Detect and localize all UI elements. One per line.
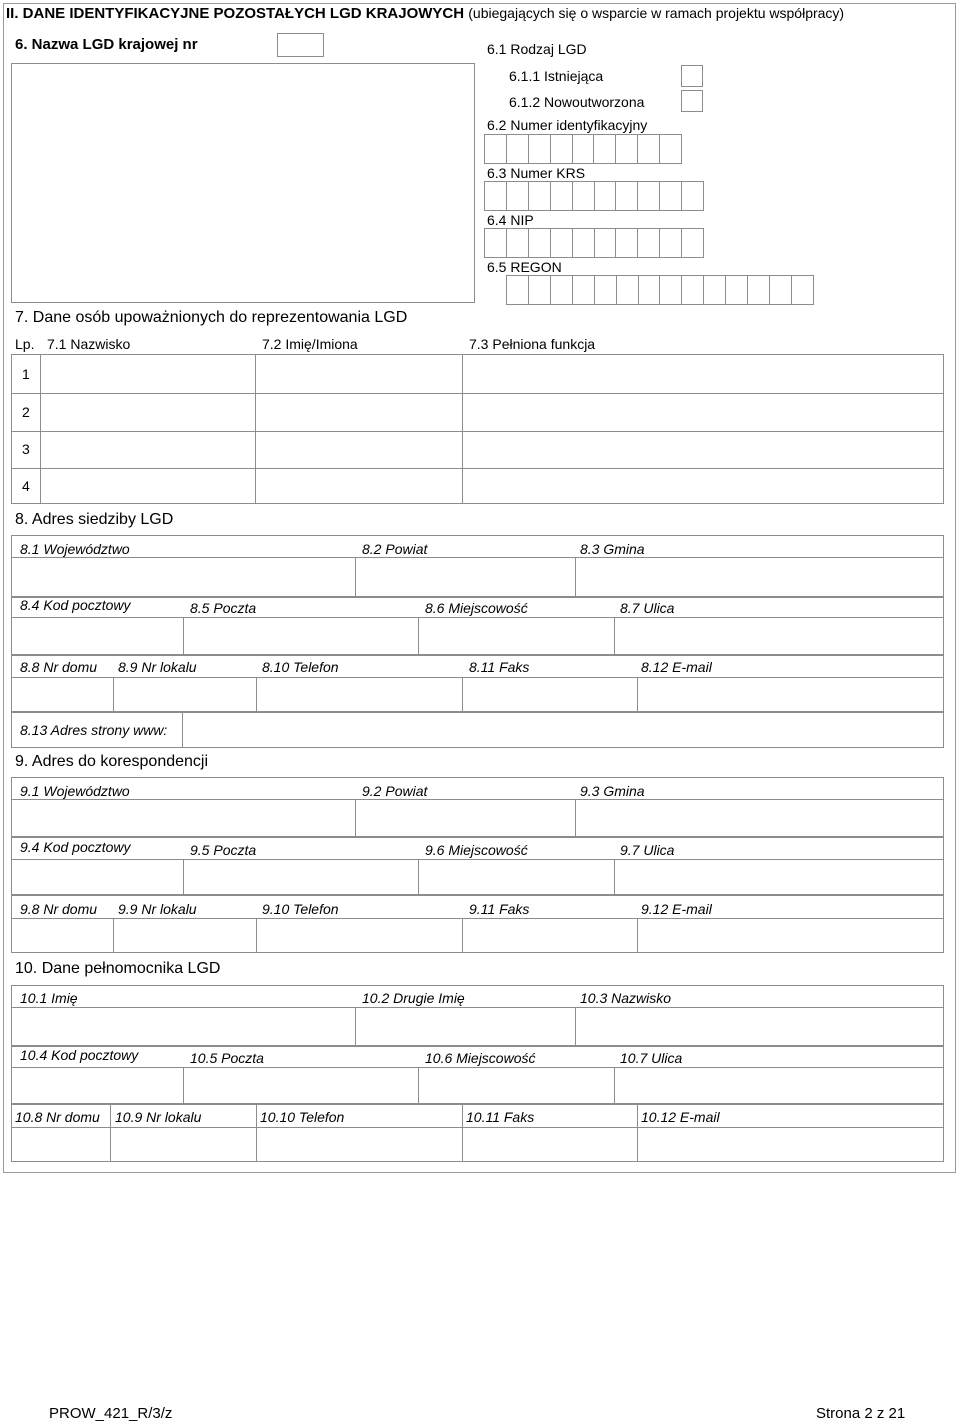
- email-label: 9.12 E-mail: [641, 901, 712, 917]
- locality-label: 10.6 Miejscowość: [425, 1050, 536, 1066]
- col-surname: 7.1 Nazwisko: [47, 336, 131, 352]
- street-label: 9.7 Ulica: [620, 842, 675, 858]
- house-number-label: 9.8 Nr domu: [20, 901, 98, 917]
- col-divider: [614, 1067, 615, 1104]
- voivodeship-label: 9.1 Województwo: [20, 783, 130, 799]
- row-divider: [11, 1067, 944, 1068]
- col-divider: [183, 859, 184, 895]
- lgd-existing-checkbox[interactable]: [681, 65, 703, 87]
- nip-field[interactable]: [484, 228, 704, 258]
- house-number-label: 8.8 Nr domu: [20, 659, 98, 675]
- website-label: 8.13 Adres strony www:: [20, 722, 168, 738]
- col-divider: [110, 1104, 111, 1162]
- col-divider: [418, 859, 419, 895]
- lgd-new-checkbox[interactable]: [681, 90, 703, 112]
- col-divider: [637, 1104, 638, 1162]
- surname-label: 10.3 Nazwisko: [580, 990, 672, 1006]
- table-divider: [40, 354, 41, 504]
- col-divider: [113, 918, 114, 953]
- krs-label: 6.3 Numer KRS: [487, 165, 586, 181]
- section-title-sub: (ubiegających się o wsparcie w ramach projektu współpracy): [468, 5, 845, 21]
- table-row-number: 2: [22, 404, 30, 420]
- fax-label: 10.11 Faks: [466, 1109, 535, 1125]
- phone-label: 10.10 Telefon: [260, 1109, 345, 1125]
- voivodeship-label: 8.1 Województwo: [20, 541, 130, 557]
- phone-label: 8.10 Telefon: [262, 659, 339, 675]
- table-row-divider: [11, 393, 944, 394]
- fax-label: 9.11 Faks: [469, 901, 530, 917]
- table-row-number: 3: [22, 441, 30, 457]
- lgd-type-label: 6.1 Rodzaj LGD: [487, 41, 587, 57]
- proxy-title: 10. Dane pełnomocnika LGD: [15, 960, 221, 977]
- apartment-number-label: 10.9 Nr lokalu: [115, 1109, 202, 1125]
- post-office-label: 10.5 Poczta: [190, 1050, 264, 1066]
- col-divider: [183, 617, 184, 655]
- col-divider: [462, 1104, 463, 1162]
- lgd-number-input[interactable]: [277, 33, 324, 57]
- email-label: 10.12 E-mail: [641, 1109, 720, 1125]
- col-divider: [637, 918, 638, 953]
- table-row-number: 4: [22, 478, 30, 494]
- col-first-name: 7.2 Imię/Imiona: [262, 336, 358, 352]
- lgd-new-label: 6.1.2 Nowoutworzona: [509, 94, 645, 110]
- representatives-table[interactable]: [11, 354, 944, 504]
- lgd-name-label: 6. Nazwa LGD krajowej nr: [15, 36, 198, 53]
- apartment-number-label: 9.9 Nr lokalu: [118, 901, 197, 917]
- email-label: 8.12 E-mail: [641, 659, 712, 675]
- postal-code-label: 10.4 Kod pocztowy: [20, 1047, 139, 1063]
- locality-label: 9.6 Miejscowość: [425, 842, 528, 858]
- col-divider: [614, 859, 615, 895]
- first-name-label: 10.1 Imię: [20, 990, 78, 1006]
- street-label: 8.7 Ulica: [620, 600, 675, 616]
- phone-label: 9.10 Telefon: [262, 901, 339, 917]
- regon-field[interactable]: [506, 275, 814, 305]
- seat-address-row-1: [11, 535, 944, 597]
- table-divider: [255, 354, 256, 504]
- row-divider: [11, 617, 944, 618]
- street-label: 10.7 Ulica: [620, 1050, 683, 1066]
- apartment-number-label: 8.9 Nr lokalu: [118, 659, 197, 675]
- table-row-divider: [11, 431, 944, 432]
- second-name-label: 10.2 Drugie Imię: [362, 990, 465, 1006]
- row-divider: [11, 677, 944, 678]
- postal-code-label: 8.4 Kod pocztowy: [20, 597, 131, 613]
- col-divider: [183, 1067, 184, 1104]
- proxy-row-1: [11, 985, 944, 1046]
- seat-address-title: 8. Adres siedziby LGD: [15, 511, 174, 528]
- id-number-label: 6.2 Numer identyfikacyjny: [487, 117, 648, 133]
- col-divider: [575, 1007, 576, 1046]
- table-row-number: 1: [22, 366, 30, 382]
- col-divider: [462, 677, 463, 712]
- col-function: 7.3 Pełniona funkcja: [469, 336, 596, 352]
- col-divider: [355, 1007, 356, 1046]
- col-lp: Lp.: [15, 336, 35, 352]
- lgd-existing-label: 6.1.1 Istniejąca: [509, 68, 604, 84]
- row-divider: [11, 859, 944, 860]
- col-divider: [256, 918, 257, 953]
- regon-label: 6.5 REGON: [487, 259, 562, 275]
- col-divider: [355, 799, 356, 837]
- representatives-title: 7. Dane osób upoważnionych do reprezentowania LGD: [15, 309, 408, 326]
- section-title: [6, 5, 844, 22]
- locality-label: 8.6 Miejscowość: [425, 600, 528, 616]
- county-label: 8.2 Powiat: [362, 541, 428, 557]
- page-number: Strona 2 z 21: [816, 1405, 906, 1422]
- row-divider: [11, 799, 944, 800]
- table-row-divider: [11, 468, 944, 469]
- nip-label: 6.4 NIP: [487, 212, 534, 228]
- commune-label: 9.3 Gmina: [580, 783, 645, 799]
- document-code: PROW_421_R/3/z: [49, 1405, 173, 1422]
- col-divider: [614, 617, 615, 655]
- krs-field[interactable]: [484, 181, 704, 211]
- row-divider: [11, 557, 944, 558]
- col-divider: [575, 799, 576, 837]
- fax-label: 8.11 Faks: [469, 659, 530, 675]
- post-office-label: 8.5 Poczta: [190, 600, 257, 616]
- row-divider: [11, 918, 944, 919]
- row-divider: [11, 1007, 944, 1008]
- lgd-name-field[interactable]: [11, 63, 475, 303]
- commune-label: 8.3 Gmina: [580, 541, 645, 557]
- col-divider: [418, 617, 419, 655]
- id-number-field[interactable]: [484, 134, 682, 164]
- house-number-label: 10.8 Nr domu: [15, 1109, 100, 1125]
- col-divider: [256, 1104, 257, 1162]
- col-divider: [637, 677, 638, 712]
- col-divider: [355, 557, 356, 597]
- col-divider: [575, 557, 576, 597]
- col-divider: [182, 712, 183, 748]
- table-divider: [462, 354, 463, 504]
- corr-address-row-1: [11, 777, 944, 837]
- col-divider: [113, 677, 114, 712]
- county-label: 9.2 Powiat: [362, 783, 428, 799]
- postal-code-label: 9.4 Kod pocztowy: [20, 839, 131, 855]
- section-title-main: II. DANE IDENTYFIKACYJNE POZOSTAŁYCH LGD KRAJOWYCH: [6, 5, 465, 22]
- correspondence-title: 9. Adres do korespondencji: [15, 753, 209, 770]
- col-divider: [462, 918, 463, 953]
- row-divider: [11, 1127, 944, 1128]
- col-divider: [418, 1067, 419, 1104]
- col-divider: [256, 677, 257, 712]
- post-office-label: 9.5 Poczta: [190, 842, 257, 858]
